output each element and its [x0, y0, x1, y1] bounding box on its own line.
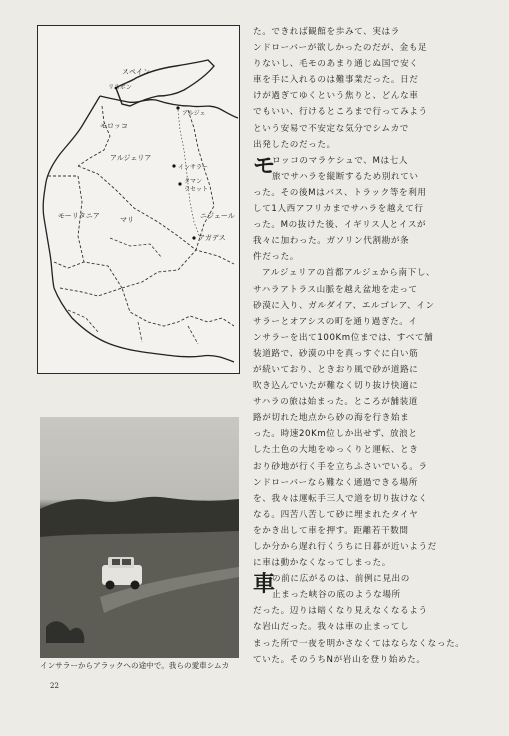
- text-line: 出発したのだった。: [253, 139, 336, 150]
- text-line: だった。辺りは暗くなり見えなくなるよう: [253, 606, 428, 617]
- text-line: の前に広がるのは、前例に見出の: [272, 574, 410, 585]
- text-line: しか分から遅れ行くうちに日暮が近いようだ: [253, 542, 437, 552]
- text-line: た。できれば観館を歩みて、実はラ: [253, 27, 400, 37]
- text-line: ロッコのマラケシュで、Mは七人: [272, 155, 409, 166]
- city-insalah-dot: [172, 164, 175, 167]
- text-line: った。時速20Km位しか出せず、放浪と: [253, 429, 418, 440]
- map-figure: [37, 25, 240, 374]
- text-line: アルジェリアの首都アルジェから南下し、: [262, 268, 436, 279]
- map-label-mauritania: モーリタニア: [58, 212, 100, 220]
- map-label-lisbon: リスボン: [108, 84, 132, 91]
- text-line: 止まった峡谷の底のような場所: [272, 590, 401, 601]
- text-line: をかき出して車を押す。距離若干数間: [253, 525, 409, 536]
- page-number: 22: [50, 682, 59, 690]
- text-line: な岩山だった。我々は車の止まってし: [253, 622, 410, 633]
- border-algeria-south: [78, 166, 196, 250]
- map-label-tamanrasset-1: タマン: [184, 178, 203, 185]
- photo-hills: [40, 497, 239, 537]
- map-label-morocco: モロッコ: [100, 122, 128, 130]
- text-line: して1人西アフリカまでサハラを越えて行: [253, 204, 424, 215]
- border-interior: [68, 238, 198, 344]
- text-line: まった所で一夜を明かさなくてはならなくなった。: [253, 638, 465, 649]
- photo-drawing: [40, 417, 239, 658]
- text-line: 吹き込んでいたが難なく切り抜け快適に: [253, 381, 419, 392]
- text-line: ていた。そのうちNが岩山を登り始めた。: [253, 654, 426, 665]
- paragraph-dropcap-2: [253, 571, 479, 603]
- map-label-tamanrasset-2: ラセット: [184, 186, 209, 193]
- text-line: ンドローバーが欲しかったのだが、金も足: [253, 43, 428, 54]
- text-line: サラーとオアシスの町を通り過ぎた。イ: [253, 316, 418, 327]
- text-line: サハラアトラス山脈を越え盆地を走って: [253, 284, 418, 295]
- text-line: けが過ぎてゆくという焦りと、どんな車: [253, 91, 419, 102]
- text-line: サハラの旅は始まった。ところが舗装道: [253, 397, 418, 408]
- map-label-mali: マリ: [120, 216, 134, 224]
- border-mali: [122, 250, 234, 288]
- map-label-algeria: アルジェリア: [110, 154, 152, 162]
- border-morocco-algeria: [78, 106, 110, 166]
- text-line: という安易で不安定な気分でシムカで: [253, 123, 409, 134]
- route-line: [178, 110, 203, 238]
- text-line: ンサラーを出て100Km位までは、すべて舗: [253, 332, 434, 343]
- map-label-spain: スペイン: [122, 68, 150, 76]
- text-line: 件だった。: [253, 252, 299, 263]
- text-column: [253, 24, 479, 668]
- text-line: ンドローバーなら難なく通過できる場所: [253, 477, 419, 488]
- text-line: なる。四苦八苦して砂に埋まれたタイヤ: [253, 509, 419, 520]
- map-label-agadez: アガデス: [198, 234, 226, 242]
- text-line: った。その後Mはバス、トラック等を利用: [253, 187, 427, 198]
- map-drawing: [38, 26, 239, 373]
- dropcap-mo: モ: [253, 152, 276, 179]
- text-line: 旅でサハラを縦断するため別れてい: [272, 171, 419, 182]
- text-line: を、我々は運転手三人で道を切り抜けなく: [253, 493, 428, 504]
- text-line: りないし、毛モのあまり通じぬ国で安く: [253, 59, 419, 70]
- text-line: 砂漠に入り、ガルダイア、エルゴレア、イン: [253, 300, 435, 311]
- text-line: 路が切れた地点から砂の海を行き始ま: [253, 413, 410, 424]
- text-line: 我々に加わった。ガソリン代割勘が条: [253, 236, 410, 247]
- map-label-niger: ニジェール: [200, 212, 235, 220]
- city-agadez-dot: [192, 236, 195, 239]
- photo-desert-car: [40, 417, 239, 658]
- text-line: 装道路で、砂漠の中を真っすぐに白い筋: [253, 348, 419, 359]
- africa-coast: [43, 96, 238, 362]
- map-label-insalah: インサラー: [178, 164, 209, 171]
- border-mauritania: [48, 176, 122, 288]
- text-line: 車を手に入れるのは難事業だった。日だ: [253, 75, 419, 86]
- city-algiers-dot: [176, 106, 179, 109]
- text-line: に車は動かなくなってしまった。: [253, 558, 391, 569]
- city-tamanrasset-dot: [178, 182, 181, 185]
- text-line: が続いており、ときおり風で砂が道路に: [253, 364, 419, 375]
- border-west-lower: [54, 262, 234, 326]
- text-line: した土色の大地をゆっくりと運転、とき: [253, 445, 419, 456]
- photo-caption: インサラーからアラックへの途中で。我らの愛車シムカ: [40, 661, 230, 670]
- iberia-coast: [116, 60, 214, 106]
- dropcap-kuruma: 車: [253, 571, 276, 598]
- text-line: おり砂地が行く手を立ちふさいでいる。ラ: [253, 461, 428, 472]
- map-label-algiers: アルジェ: [182, 110, 206, 117]
- paragraph-dropcap-1: [253, 153, 479, 185]
- text-line: でもいい、行けるところまで行ってみよう: [253, 107, 428, 118]
- text-line: った。Mの抜けた後、イギリス人とイスが: [253, 220, 427, 231]
